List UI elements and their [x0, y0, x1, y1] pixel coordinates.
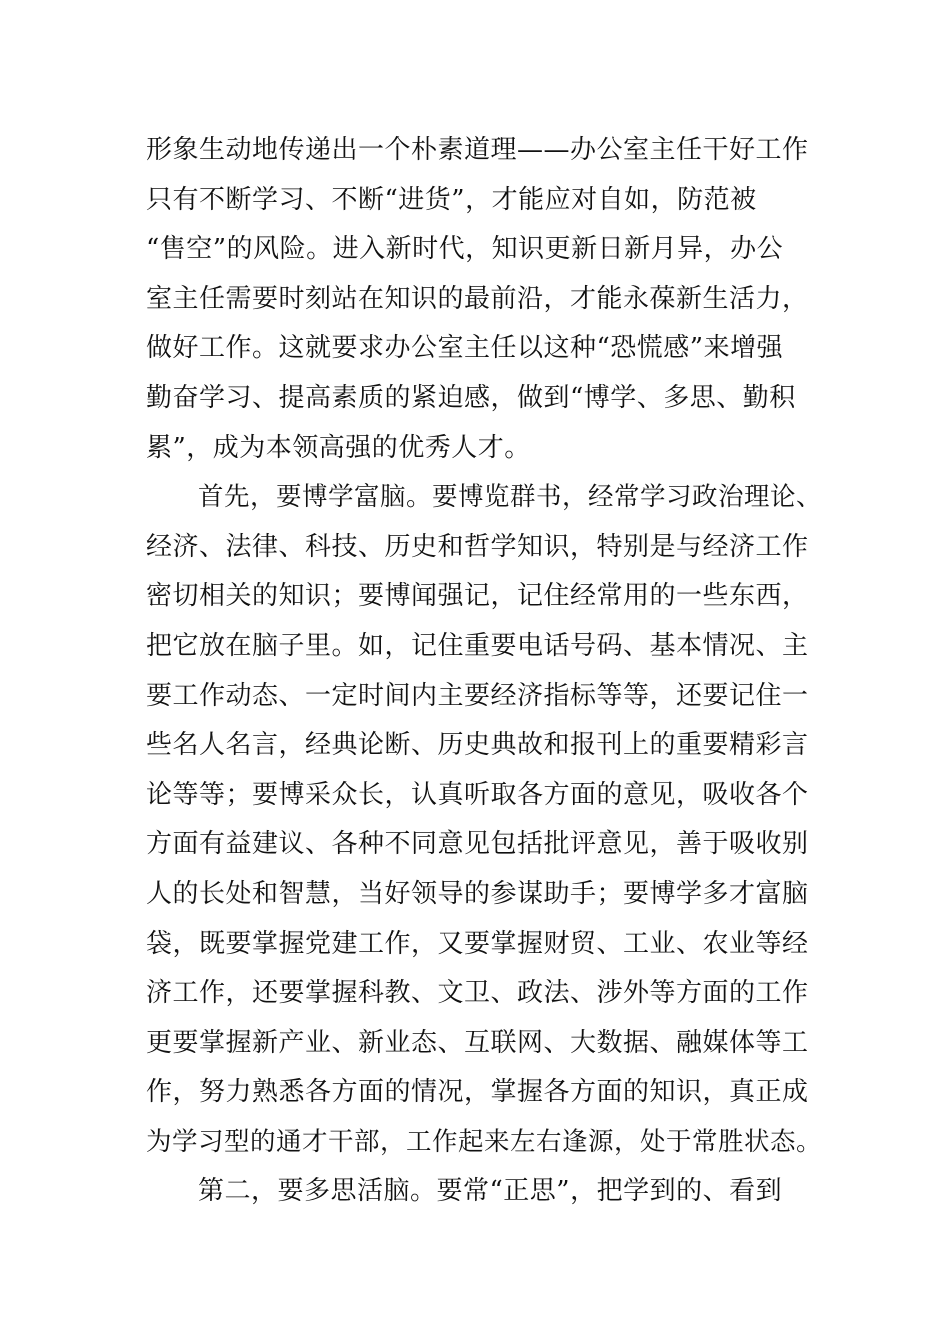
text-line: 作，努力熟悉各方面的情况，掌握各方面的知识，真正成	[146, 1077, 809, 1108]
text-line: 要工作动态、一定时间内主要经济指标等等，还要记住一	[146, 680, 809, 711]
text-line: 济工作，还要掌握科教、文卫、政法、涉外等方面的工作	[146, 978, 809, 1009]
text-line: 做好工作。这就要求办公室主任以这种“恐慌感”来增强	[146, 333, 784, 364]
text-line: 把它放在脑子里。如，记住重要电话号码、基本情况、主	[146, 630, 809, 661]
text-line: 为学习型的通才干部，工作起来左右逢源，处于常胜状态。	[146, 1126, 823, 1157]
text-line: 些名人名言，经典论断、历史典故和报刊上的重要精彩言	[146, 730, 809, 761]
text-line: 室主任需要时刻站在知识的最前沿，才能永葆新生活力，	[146, 283, 809, 314]
text-line: 人的长处和智慧，当好领导的参谋助手；要博学多才富脑	[146, 878, 809, 909]
text-line: 形象生动地传递出一个朴素道理——办公室主任干好工作	[146, 135, 809, 165]
text-line: 论等等；要博采众长，认真听取各方面的意见，吸收各个	[146, 779, 809, 810]
text-line: 袋，既要掌握党建工作，又要掌握财贸、工业、农业等经	[146, 928, 809, 959]
text-line: “售空”的风险。进入新时代，知识更新日新月异，办公	[146, 234, 784, 265]
text-line: 更要掌握新产业、新业态、互联网、大数据、融媒体等工	[146, 1027, 809, 1058]
paragraph-first-line: 第二，要多思活脑。要常“正思”，把学到的、看到	[198, 1176, 783, 1207]
text-line: 密切相关的知识；要博闻强记，记住经常用的一些东西，	[146, 581, 809, 612]
text-line: 累”，成为本领高强的优秀人才。	[146, 432, 531, 463]
text-line: 经济、法律、科技、历史和哲学知识，特别是与经济工作	[146, 531, 809, 562]
paragraph-first-line: 首先，要博学富脑。要博览群书，经常学习政治理论、	[198, 482, 823, 513]
body-text	[146, 126, 826, 1217]
text-line: 方面有益建议、各种不同意见包括批评意见，善于吸收别	[146, 829, 809, 860]
text-line: 勤奋学习、提高素质的紧迫感，做到“博学、多思、勤积	[146, 382, 796, 413]
text-line: 只有不断学习、不断“进货”，才能应对自如，防范被	[146, 184, 757, 215]
